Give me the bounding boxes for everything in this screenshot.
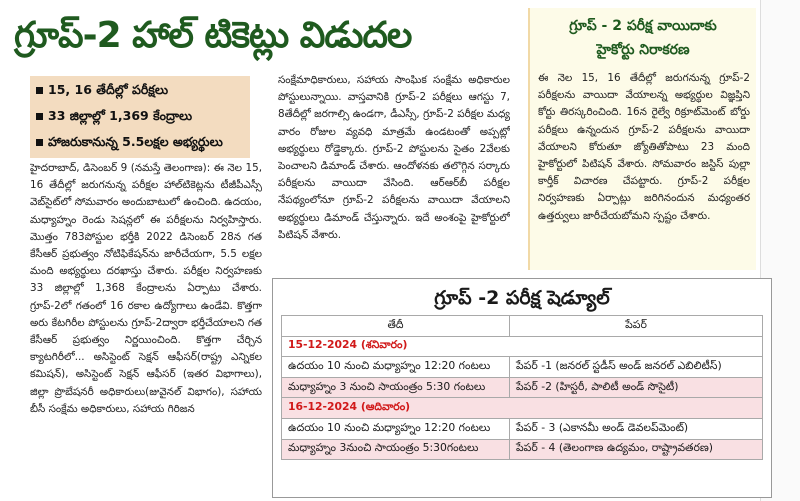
schedule-table xyxy=(281,315,763,460)
table-row xyxy=(282,398,763,419)
bullet-icon xyxy=(36,113,43,120)
time-slot: ఉదయం 10 నుంచి మధ్యాహ్నం 12:20 గంటలు xyxy=(282,357,510,378)
header-date: తేదీ xyxy=(282,316,510,337)
paper-name: పేపర్‌ - 3 (ఎకానమీ అండ్‌ డెవలప్‌మెంట్‌) xyxy=(510,418,763,439)
article-paragraph: సంక్షేమాధికారులు, సహాయ సాంఘిక సంక్షేమ అధికారుల పోస్టులున్నాయి. వాస్తవానికి గ్రూప్‌-2 పరీక్షలు ఆగస్టు 7, 8తేదీల్లో జరగాల్సి ఉండగా, డీఎస్సీ, గ్రూప్‌-2 పరీక్షల మధ్య వారం రోజుల వ్యవధి మాత్రమే ఉండటంతో అప్పట్లో అభ్యర్థులు రోడ్డెక్కారు. గ్రూప్‌-2 పోస్టులను సైతం 2వేలకు పెంచాలని డిమాండ్‌ చేశారు. ఆందోళనకు తలొగ్గిన సర్కారు పరీక్షలను వాయిదా వేసింది. ఆర్‌ఆర్‌బీ పరీక్షల నేపథ్యంలోనూ గ్రూప్‌-2 పరీక్షలను వాయిదా వేయాలని అభ్యర్థులు డిమాండ్‌ చేస్తున్నారు. ఇదే అంశంపై హైకోర్టులో పిటిషన్‌ వేశారు. xyxy=(278,74,510,241)
exam-date: 16-12-2024 (ఆదివారం) xyxy=(282,398,763,419)
table-row xyxy=(282,357,763,378)
bullet-icon xyxy=(36,139,43,146)
schedule-title: గ్రూప్‌ -2 పరీక్ష షెడ్యూల్‌ xyxy=(434,287,610,309)
article-middle-column xyxy=(278,72,510,272)
headline: గ్రూప్‌-2 హాల్‌ టికెట్లు విడుదల xyxy=(14,15,412,56)
paper-name: పేపర్‌ -1 (జనరల్‌ స్టడీస్‌ అండ్‌ జనరల్‌ ఎబిలిటీస్‌) xyxy=(510,357,763,378)
table-row xyxy=(282,336,763,357)
highlights-box xyxy=(30,76,250,158)
highlight-item: 33 జిల్లాల్లో 1,369 కేంద్రాలు xyxy=(36,108,192,127)
table-row xyxy=(282,418,763,439)
header-paper: పేపర్‌ xyxy=(510,316,763,337)
time-slot: మధ్యాహ్నం 3నుంచి సాయంత్రం 5:30గంటలు xyxy=(282,439,510,460)
paper-name: పేపర్‌ -2 (హిస్టరీ, పాలిటీ అండ్‌ సొసైటీ) xyxy=(510,377,763,398)
bullet-icon xyxy=(36,87,43,94)
highlight-item: 15, 16 తేదీల్లో పరీక్షలు xyxy=(36,82,168,101)
schedule-header-row xyxy=(282,316,763,337)
time-slot: ఉదయం 10 నుంచి మధ్యాహ్నం 12:20 గంటలు xyxy=(282,418,510,439)
highlight-item: హాజరుకానున్న 5.5లక్షల అభ్యర్థులు xyxy=(36,134,223,153)
table-row xyxy=(282,377,763,398)
side-story-body: ఈ నెల 15, 16 తేదీల్లో జరుగనున్న గ్రూప్‌-2 పరీక్షలను వాయిదా వేయాలన్న అభ్యర్థుల విజ్ఞప్తిని కోర్టు తిరస్కరించింది. 16న రైల్వే రిక్రూట్‌మెంట్‌ బోర్డు పరీక్షలు ఉన్నందున గ్రూప్‌-2 పరీక్షలను వాయిదా వేయాలని కోరుతూ జ్యోతితోపాటు 23 మంది హైకోర్టులో పిటిషన్‌ వేశారు. సోమవారం జస్టిస్‌ పుల్లా కార్తీక్‌ విచారణ చేపట్టారు. గ్రూప్‌-2 పరీక్షల నిర్వహణకు ఏర్పాట్లు జరిగినందున మధ్యంతర ఉత్తర్వులు జారీచేయబోమని స్పష్టం చేశారు. xyxy=(538,72,750,222)
side-story-box xyxy=(528,8,756,270)
exam-schedule-box xyxy=(272,278,772,498)
article-left-column xyxy=(30,160,262,495)
article-paragraph: హైదరాబాద్‌, డిసెంబర్‌ 9 (నమస్తే తెలంగాణ): ఈ నెల 15, 16 తేదీల్లో జరుగనున్న పరీక్షల హాల్‌టికెట్లను టీజీపీఎస్సీ వెబ్‌సైట్‌లో సోమవారం అందుబాటులో ఉంచింది. ఉదయం, మధ్యాహ్నం రెండు సెషన్లలో ఈ పరీక్షలను నిర్వహిస్తారు. మొత్తం 783పోస్టుల భర్తీకి 2022 డిసెంబర్‌ 28న గత కేసీఆర్‌ ప్రభుత్వం నోటిఫికేషన్‌ను జారీచేయగా, 5.5 లక్షల మంది అభ్యర్థులు దరఖాస్తు చేశారు. పరీక్షల నిర్వహణకు 33 జిల్లాల్లో 1,368 కేంద్రాలను ఏర్పాటు చేశారు. గ్రూప్‌-2లో గతంలో 16 రకాల ఉద్యోగాలు ఉండేవి. కొత్తగా అరు కేటగిరీల పోస్టులను గ్రూప్‌-2ద్వారా భర్తీచేయాలని గత కేసీఆర్‌ ప్రభుత్వం నిర్ణయించింది. కొత్తగా చేర్చిన క్యాటగిరీలో... అసిస్టెంట్‌ సెక్షన్‌ ఆఫీసర్‌(రాష్ట్ర ఎన్నికల కమిషన్‌), అసిస్టెంట్‌ సెక్షన్‌ ఆఫీసర్‌ (ఇతర విభాగాలు), జిల్లా ప్రొబేషనరీ అధికారులు(జువైనల్‌ విభాగం), సహాయ బీసీ సంక్షేమ అధికారులు, సహాయ గిరిజన xyxy=(30,162,262,415)
paper-name: పేపర్‌ - 4 (తెలంగాణ ఉద్యమం, రాష్ట్రావతరణ) xyxy=(510,439,763,460)
table-row xyxy=(282,439,763,460)
exam-date: 15-12-2024 (శనివారం) xyxy=(282,336,763,357)
side-story-title: గ్రూప్‌ - 2 పరీక్ష వాయిదాకు హైకోర్టు నిరాకరణ xyxy=(569,18,717,58)
time-slot: మధ్యాహ్నం 3 నుంచి సాయంత్రం 5:30 గంటలు xyxy=(282,377,510,398)
